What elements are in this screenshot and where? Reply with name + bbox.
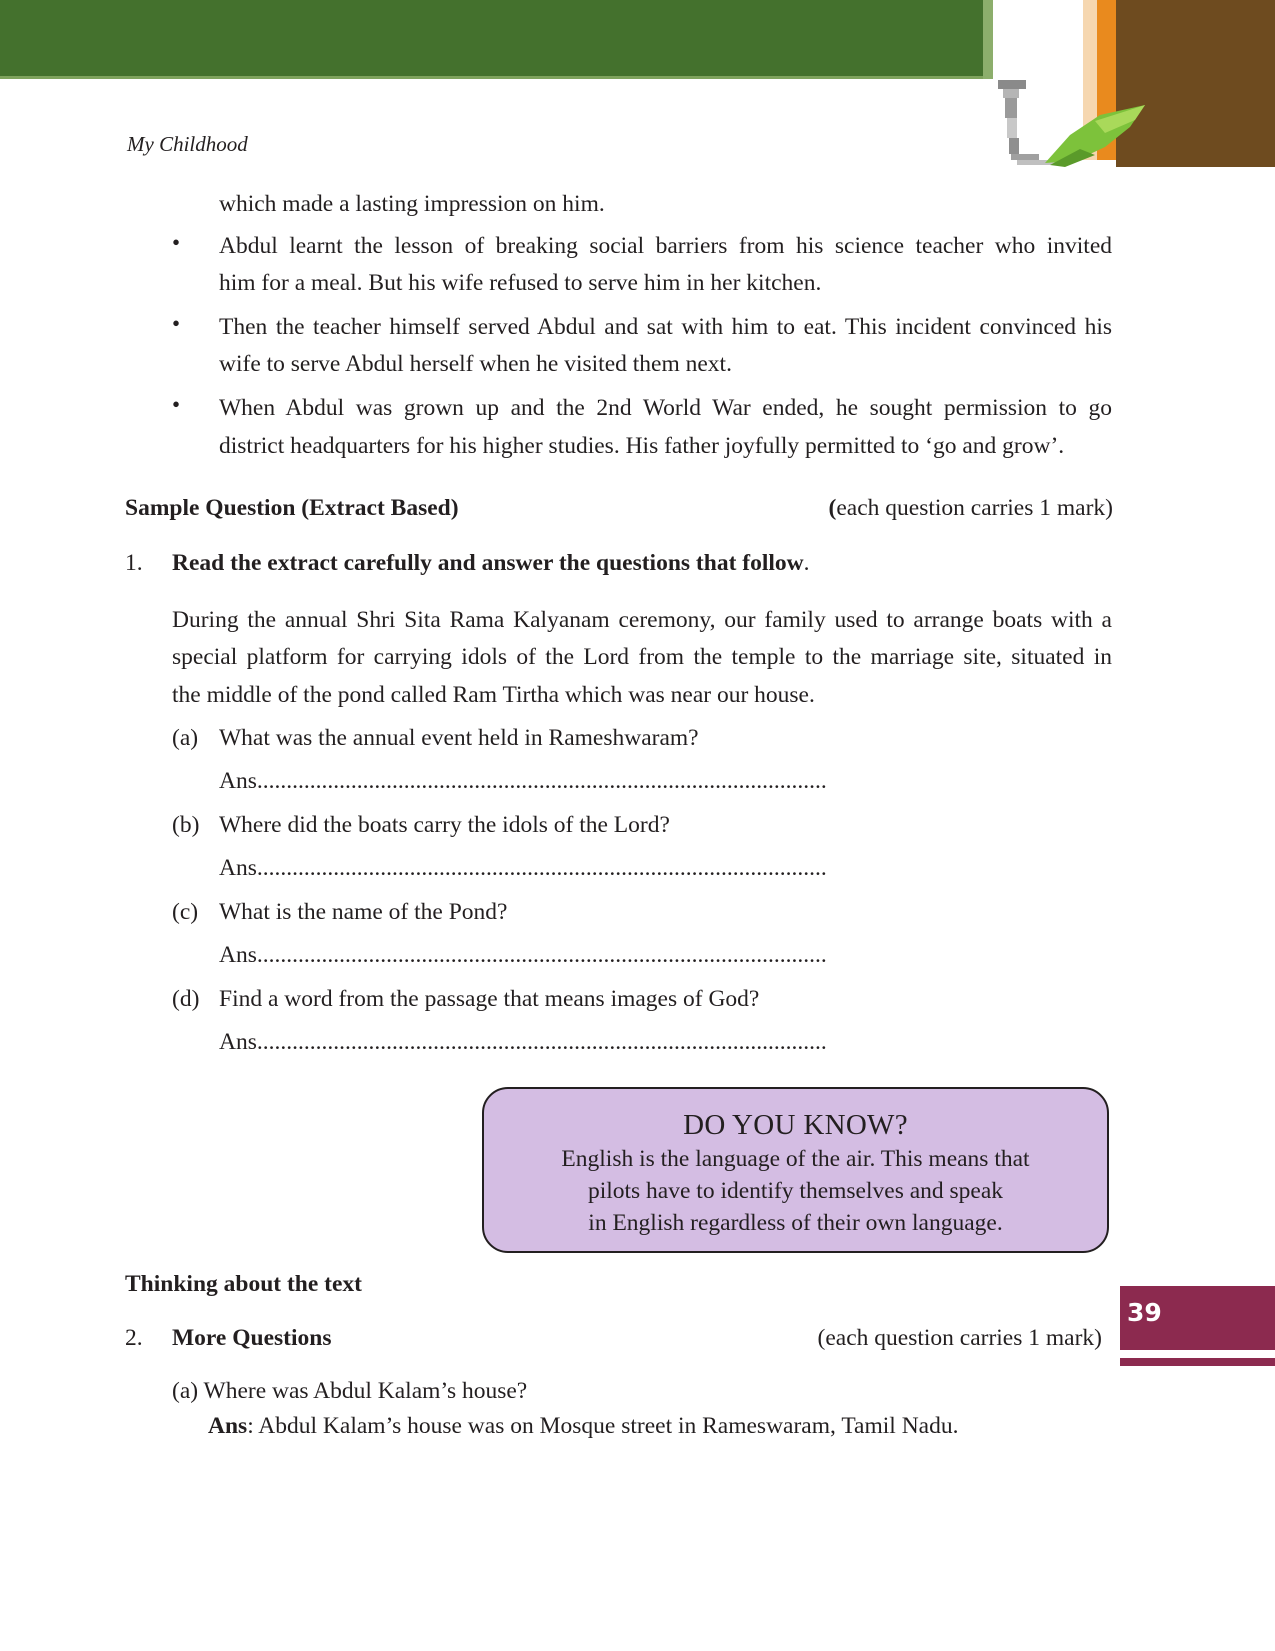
bullet-2-line-2: wife to serve Abdul herself when he visited them next. [219, 351, 732, 377]
bullet-symbol: • [172, 392, 181, 417]
callout-title: DO YOU KNOW? [683, 1109, 908, 1141]
extract-line-2: special platform for carrying idols of the Lord from the temple to the marriage site, situated in [172, 644, 1112, 670]
marks-text: each question carries 1 mark) [836, 495, 1113, 521]
question-label: (a) [172, 725, 199, 751]
thinking-heading: Thinking about the text [125, 1271, 363, 1297]
bullet-1-line-2: him for a meal. But his wife refused to serve him in her kitchen. [219, 270, 822, 296]
answer-blank[interactable]: Ans................................................................................................. [219, 942, 827, 968]
q2-marks: (each question carries 1 mark) [817, 1325, 1102, 1351]
continuation-line: which made a lasting impression on him. [219, 191, 605, 217]
header-light-stripe [983, 0, 993, 79]
question-label: (b) [172, 812, 200, 838]
plant-pixel-icon [995, 75, 1170, 175]
q2-title: More Questions [172, 1325, 332, 1351]
running-head: My Childhood [127, 132, 248, 156]
bullet-symbol: • [172, 230, 181, 255]
answer-blank[interactable]: Ans................................................................................................. [219, 855, 827, 881]
sample-heading: Sample Question (Extract Based) [125, 495, 459, 521]
answer-text: : Abdul Kalam’s house was on Mosque street in Rameswaram, Tamil Nadu. [247, 1413, 959, 1439]
bullet-2-line-1: Then the teacher himself served Abdul and sat with him to eat. This incident convinced his [219, 314, 1112, 340]
q1-instruction [172, 545, 810, 582]
question-label: (c) [172, 899, 199, 925]
question-text: Where did the boats carry the idols of the Lord? [219, 812, 670, 838]
page-number-rule [1120, 1358, 1275, 1366]
question-text: Find a word from the passage that means images of God? [219, 986, 760, 1012]
q2a-answer [208, 1408, 958, 1445]
bullet-3-line-1: When Abdul was grown up and the 2nd World War ended, he sought permission to go [219, 395, 1112, 421]
q2-number: 2. [125, 1325, 143, 1351]
extract-line-3: the middle of the pond called Ram Tirtha which was near our house. [172, 682, 815, 708]
page-number: 39 [1127, 1298, 1162, 1327]
marks-paren: ( [828, 495, 837, 521]
do-you-know-box [482, 1087, 1109, 1253]
header-green-band [0, 0, 985, 76]
header-green-rule [0, 76, 985, 79]
callout-line: English is the language of the air. This means that [561, 1146, 1030, 1172]
extract-line-1: During the annual Shri Sita Rama Kalyanam ceremony, our family used to arrange boats with a [172, 607, 1112, 633]
answer-blank[interactable]: Ans................................................................................................. [219, 1029, 827, 1055]
q1-number: 1. [125, 550, 143, 576]
question-label: (d) [172, 986, 200, 1012]
question-text: What was the annual event held in Rameshwaram? [219, 725, 699, 751]
q1-instruction-text: Read the extract carefully and answer the questions that follow [172, 550, 804, 576]
question-text: What is the name of the Pond? [219, 899, 508, 925]
bullet-symbol: • [172, 311, 181, 336]
callout-line: in English regardless of their own language. [588, 1210, 1003, 1236]
answer-label: Ans [208, 1413, 248, 1439]
callout-line: pilots have to identify themselves and speak [587, 1178, 1004, 1204]
bullet-3-line-2: district headquarters for his higher studies. His father joyfully permitted to ‘go and grow’. [219, 433, 1065, 459]
bullet-1-line-1: Abdul learnt the lesson of breaking social barriers from his science teacher who invited [219, 233, 1112, 259]
q2a-question: (a) Where was Abdul Kalam’s house? [172, 1378, 528, 1404]
q1-instruction-end: . [803, 550, 810, 576]
answer-blank[interactable]: Ans................................................................................................. [219, 768, 827, 794]
sample-marks [829, 490, 1113, 527]
